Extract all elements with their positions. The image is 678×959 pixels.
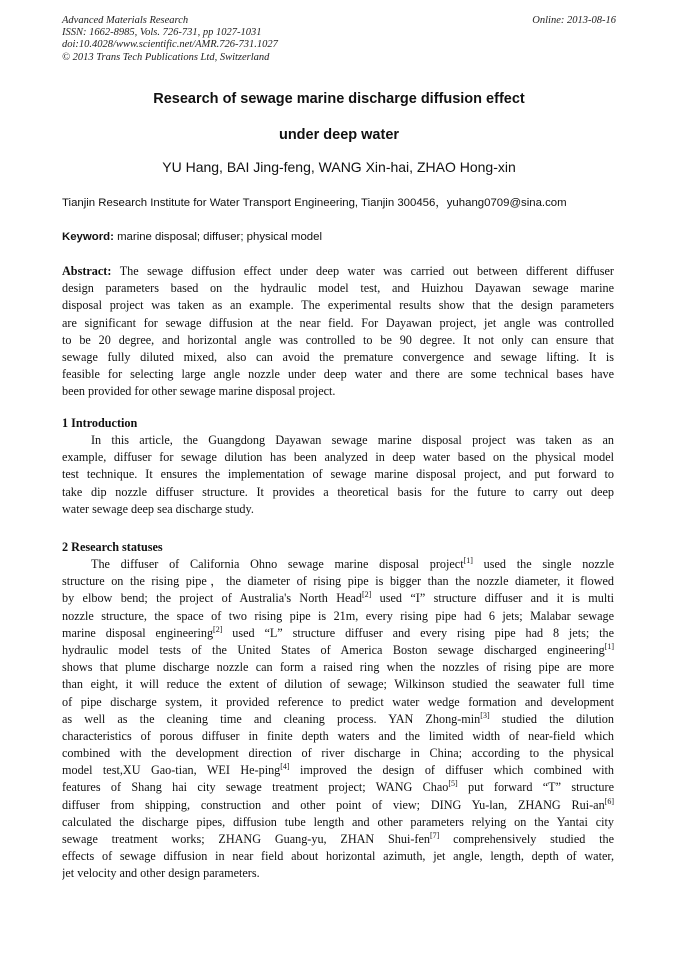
paragraph-line: The diffuser of California Ohno sewage marine disposal project[1] used the single nozzle <box>91 556 614 571</box>
abstract-line: sewage fully diluted mixed, also can avoid the premature convergence and sewage lifting. It is <box>62 349 614 364</box>
abstract-line: disposal project was taken as an example. The experimental results show that the design parameters <box>62 298 614 313</box>
paragraph-line: as well as the cleaning time and cleaning process. YAN Zhong-min[3] studied the dilution <box>62 710 614 726</box>
introduction-text <box>62 432 614 518</box>
keyword-label: Keyword: <box>62 231 114 243</box>
abstract-line: are significant for sewage diffusion at the near field. For Dayawan project, jet angle was controlled <box>62 315 614 330</box>
keywords <box>62 231 322 243</box>
paragraph-line: water sewage deep sea discharge study. <box>62 501 254 516</box>
paragraph-line: model test,XU Gao-tian, WEI He-ping[4] improved the design of diffuser which combined with <box>62 762 614 778</box>
abstract-label: Abstract: <box>62 264 112 278</box>
keyword-text: marine disposal; diffuser; physical model <box>113 231 322 243</box>
paragraph-line: take dip nozzle diffuser structure. It provides a theoretical basis for the future to carry out deep <box>62 484 614 499</box>
abstract-line: Abstract: The sewage diffusion effect under deep water was carried out between different diffuser <box>62 264 614 278</box>
issn: ISSN: 1662-8985, Vols. 726-731, pp 1027-1031 <box>62 27 262 39</box>
paper-title-line-2: under deep water <box>278 127 400 143</box>
paragraph-line: shows that plume discharge nozzle can form a raised ring when the nozzles of rising pipe are more <box>62 660 614 675</box>
paragraph-line: effects of sewage diffusion in near field about horizontal azimuth, jet angle, length, depth of water, <box>62 849 614 864</box>
paragraph-line: jet velocity and other design parameters. <box>62 866 260 881</box>
citation-marker[interactable]: [2] <box>213 624 223 634</box>
paragraph-line: test technique. It ensures the implementation of sewage marine disposal project, and put forward to <box>62 467 614 482</box>
citation-marker[interactable]: [5] <box>448 779 458 789</box>
citation-marker[interactable]: [1] <box>463 556 473 565</box>
paragraph-line: by elbow bend; the project of Australia's North Head[2] used “I” structure diffuser and it is multi <box>62 590 614 606</box>
affiliation: Tianjin Research Institute for Water Transport Engineering, Tianjin 300456，yuhang0709@sina.com <box>62 197 567 209</box>
citation-marker[interactable]: [1] <box>604 641 614 651</box>
research-statuses-text <box>62 556 614 883</box>
paragraph-line: sewage treatment works; ZHANG Guang-yu, ZHAN Shui-fen[7] comprehensively studied the <box>62 831 614 846</box>
citation-marker[interactable]: [6] <box>604 796 614 806</box>
paragraph-line: of pipe discharge system, it provided reference to predict water wedge formation and development <box>62 694 614 709</box>
paragraph-line: combined with the development direction of river discharge in China; according to the physical <box>62 746 614 761</box>
paragraph-line: structure on the rising pipe，the diameter of rising pipe is bigger than the nozzle diameter, it flowed <box>62 574 614 589</box>
copyright: © 2013 Trans Tech Publications Ltd, Switzerland <box>62 51 270 63</box>
paragraph-line: hydraulic model tests of the United States of America Boston sewage discharged engineering[1] <box>62 641 614 657</box>
abstract <box>62 263 614 401</box>
citation-marker[interactable]: [3] <box>480 710 490 720</box>
abstract-line: feasible for selecting large angle nozzle under deep water and there are some technical bases have <box>62 367 614 382</box>
online-date: Online: 2013-08-16 <box>532 15 616 26</box>
paper-title-line-1: Research of sewage marine discharge diffusion effect <box>153 91 525 107</box>
abstract-line: design parameters based on the hydraulic model test, and Huizhou Dayawan sewage marine <box>62 281 614 296</box>
paragraph-line: diffuser from shipping, construction and other point of view; DING Yu-lan, ZHANG Rui-an[6] <box>62 796 614 812</box>
journal-header <box>62 15 278 64</box>
abstract-line: been provided for other sewage marine disposal project. <box>62 384 336 399</box>
paragraph-line: nozzle structure, the space of two rising pipe is 21m, every rising pipe had 6 jets; Malabar sewage <box>62 608 614 623</box>
journal-name: Advanced Materials Research <box>62 15 189 26</box>
paragraph-line: features of Shang hai city sewage treatment project; WANG Chao[5] put forward “T” structure <box>62 779 614 795</box>
doi[interactable]: doi:10.4028/www.scientific.net/AMR.726-731.1027 <box>62 39 278 51</box>
authors: YU Hang, BAI Jing-feng, WANG Xin-hai, ZHAO Hong-xin <box>162 159 516 175</box>
paragraph-line: calculated the discharge pipes, diffusion tube length and other parameters relying on the Yantai city <box>62 814 614 829</box>
citation-marker[interactable]: [4] <box>280 762 290 772</box>
paragraph-line: In this article, the Guangdong Dayawan sewage marine disposal project was taken as an <box>91 433 614 447</box>
paragraph-line: characteristics of porous diffuser in finite depth waters and the limited width of near-field which <box>62 728 614 743</box>
citation-marker[interactable]: [7] <box>429 831 440 840</box>
paragraph-line: marine disposal engineering[2] used “L” structure diffuser and every rising pipe had 8 jets; the <box>62 624 614 640</box>
paragraph-line: example, diffuser for sewage dilution has been analyzed in deep water based on the physical model <box>62 450 614 465</box>
citation-marker[interactable]: [2] <box>361 590 372 600</box>
section-heading-introduction: 1 Introduction <box>62 416 138 430</box>
abstract-line: to be 20 degree, and horizontal angle was controlled to be 90 degree. It not only can ensure that <box>62 332 614 347</box>
paragraph-line: than eight, it will reduce the extent of dilution of sewage; Wilkinson studied the seawater full time <box>62 677 614 692</box>
section-heading-research-statuses: 2 Research statuses <box>62 540 163 554</box>
